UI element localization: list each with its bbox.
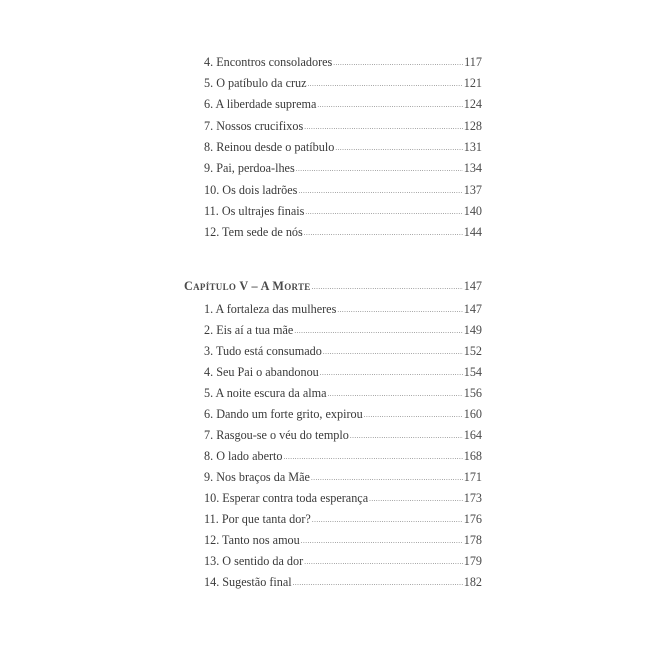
dot-leader xyxy=(333,56,463,70)
toc-entry-title: 14. Sugestão final xyxy=(204,575,292,589)
toc-entry[interactable] xyxy=(204,533,482,549)
toc-entry-page: 117 xyxy=(464,55,482,69)
toc-entry[interactable] xyxy=(204,386,482,402)
toc-entry-page: 134 xyxy=(463,161,482,175)
toc-entry-title: 11. Por que tanta dor? xyxy=(204,512,311,526)
toc-entry-title: 4. Seu Pai o abandonou xyxy=(204,365,319,379)
dot-leader xyxy=(293,576,463,590)
toc-entry[interactable] xyxy=(204,204,482,220)
toc-entry-page: 140 xyxy=(463,204,482,218)
toc-entry[interactable] xyxy=(204,428,482,444)
toc-entry-page: 131 xyxy=(463,140,482,154)
toc-entry[interactable] xyxy=(204,575,482,591)
toc-entry-page: 128 xyxy=(463,119,482,133)
toc-entry-title: 8. O lado aberto xyxy=(204,449,283,463)
toc-entry-title: 12. Tanto nos amou xyxy=(204,533,300,547)
toc-entry-title: 3. Tudo está consumado xyxy=(204,344,322,358)
toc-entry-title: 13. O sentido da dor xyxy=(204,554,304,568)
toc-entry-page: 176 xyxy=(463,512,482,526)
toc-entry[interactable] xyxy=(204,119,482,135)
toc-entry[interactable] xyxy=(204,323,482,339)
dot-leader xyxy=(335,141,462,155)
toc-entry-title: 1. A fortaleza das mulheres xyxy=(204,302,337,316)
dot-leader xyxy=(320,366,463,380)
toc-chapter-heading[interactable] xyxy=(184,279,482,295)
toc-entry-title: 7. Nossos crucifixos xyxy=(204,119,304,133)
chapter-title: Capítulo V – A Morte xyxy=(184,279,311,293)
dot-leader xyxy=(312,280,463,294)
toc-entry[interactable] xyxy=(204,407,482,423)
toc-entry[interactable] xyxy=(204,470,482,486)
dot-leader xyxy=(304,120,463,134)
toc-entry-title: 5. A noite escura da alma xyxy=(204,386,327,400)
dot-leader xyxy=(301,534,463,548)
toc-entry-page: 179 xyxy=(463,554,482,568)
toc-entry-title: 6. Dando um forte grito, expirou xyxy=(204,407,363,421)
toc-entry-page: 173 xyxy=(463,491,482,505)
toc-entry-title: 11. Os ultrajes finais xyxy=(204,204,305,218)
toc-entry-title: 5. O patíbulo da cruz xyxy=(204,76,307,90)
dot-leader xyxy=(311,471,463,485)
dot-leader xyxy=(323,345,463,359)
dot-leader xyxy=(304,226,463,240)
toc-entry-title: 7. Rasgou-se o véu do templo xyxy=(204,428,349,442)
toc-entry-title: 6. A liberdade suprema xyxy=(204,97,317,111)
dot-leader xyxy=(284,450,463,464)
toc-entry[interactable] xyxy=(204,76,482,92)
toc-entry-page: 160 xyxy=(463,407,482,421)
toc-entry-page: 154 xyxy=(463,365,482,379)
toc-entry[interactable] xyxy=(204,225,482,241)
toc-entry-page: 147 xyxy=(463,302,482,316)
toc-entry[interactable] xyxy=(204,491,482,507)
dot-leader xyxy=(298,184,462,198)
dot-leader xyxy=(328,387,463,401)
toc-entry-page: 121 xyxy=(463,76,482,90)
dot-leader xyxy=(369,492,463,506)
toc-entry[interactable] xyxy=(204,183,482,199)
toc-entry-page: 182 xyxy=(463,575,482,589)
dot-leader xyxy=(317,98,462,112)
toc-entry-title: 10. Esperar contra toda esperança xyxy=(204,491,369,505)
chapter-page: 147 xyxy=(463,279,482,293)
toc-entry[interactable] xyxy=(204,140,482,156)
dot-leader xyxy=(337,303,462,317)
toc-entry-title: 12. Tem sede de nós xyxy=(204,225,303,239)
toc-entry[interactable] xyxy=(204,97,482,113)
toc-entry-page: 171 xyxy=(463,470,482,484)
dot-leader xyxy=(305,205,462,219)
toc-entry-title: 10. Os dois ladrões xyxy=(204,183,298,197)
toc-entry-title: 8. Reinou desde o patíbulo xyxy=(204,140,335,154)
toc-entry-page: 168 xyxy=(463,449,482,463)
dot-leader xyxy=(312,513,463,527)
toc-entry-title: 2. Eis aí a tua mãe xyxy=(204,323,294,337)
toc-entry[interactable] xyxy=(204,161,482,177)
toc-entry[interactable] xyxy=(204,512,482,528)
toc-entry[interactable] xyxy=(204,344,482,360)
toc-entry-page: 144 xyxy=(463,225,482,239)
toc-entry[interactable] xyxy=(204,55,482,71)
toc-entry-page: 152 xyxy=(463,344,482,358)
dot-leader xyxy=(308,77,463,91)
toc-entry-page: 178 xyxy=(463,533,482,547)
toc-entry[interactable] xyxy=(204,449,482,465)
dot-leader xyxy=(304,555,463,569)
toc-entry[interactable] xyxy=(204,365,482,381)
toc-entry-page: 164 xyxy=(463,428,482,442)
toc-entry-page: 124 xyxy=(463,97,482,111)
toc-entry-title: 4. Encontros consoladores xyxy=(204,55,333,69)
dot-leader xyxy=(296,162,463,176)
toc-entry-title: 9. Nos braços da Mãe xyxy=(204,470,310,484)
toc-entry-title: 9. Pai, perdoa-lhes xyxy=(204,161,295,175)
toc-entry[interactable] xyxy=(204,302,482,318)
dot-leader xyxy=(350,429,463,443)
dot-leader xyxy=(364,408,463,422)
toc-entry-page: 156 xyxy=(463,386,482,400)
toc-entry[interactable] xyxy=(204,554,482,570)
dot-leader xyxy=(294,324,462,338)
toc-entry-page: 137 xyxy=(463,183,482,197)
toc-entry-page: 149 xyxy=(463,323,482,337)
